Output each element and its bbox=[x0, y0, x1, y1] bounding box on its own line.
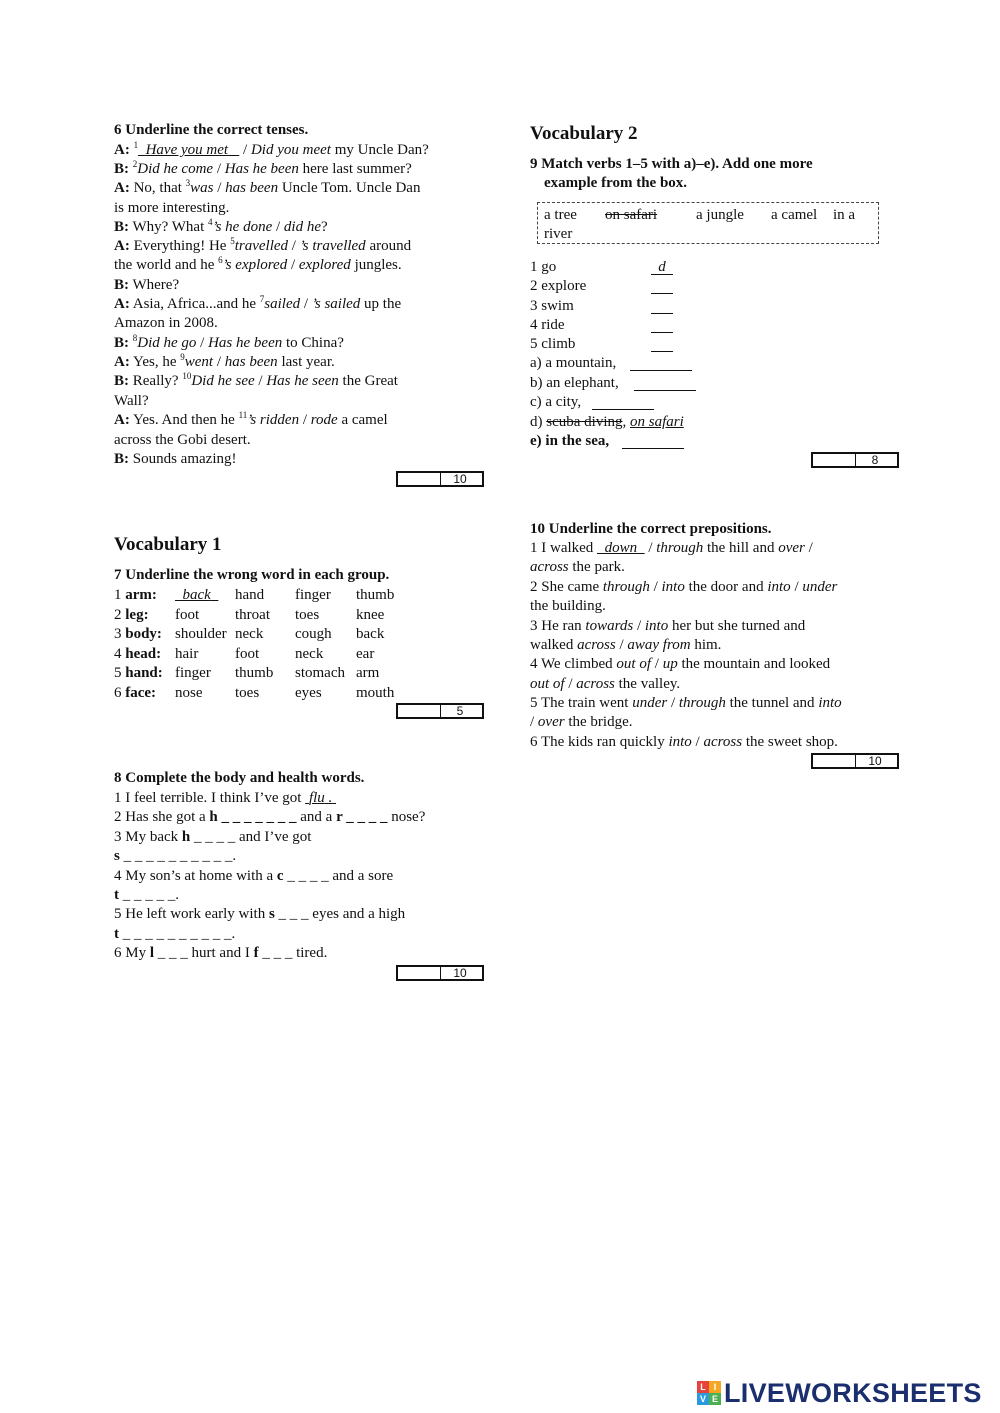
ex9-answer-blank[interactable] bbox=[651, 316, 673, 333]
ex9-option-c: c) a city, bbox=[530, 393, 581, 412]
ex7-word[interactable]: toes bbox=[235, 684, 260, 701]
ex9-box-word-4: a camel bbox=[771, 207, 818, 223]
ex7-word[interactable]: foot bbox=[175, 606, 200, 623]
ex9-box-word-1: a tree bbox=[544, 207, 577, 223]
ex7-row-label: 5 hand: bbox=[114, 665, 163, 681]
ex10-line-8: out of / across the valley. bbox=[530, 676, 681, 692]
ex7-word[interactable]: thumb bbox=[235, 665, 274, 681]
liveworksheets-logo-icon: L I V E bbox=[697, 1381, 721, 1405]
ex9-verb: 5 climb bbox=[530, 336, 576, 353]
ex7-score-box: 5 bbox=[396, 703, 484, 719]
ex7-word[interactable]: back bbox=[356, 626, 385, 642]
ex8-line-1: 1 I feel terrible. I think I’ve got flu . bbox=[114, 789, 336, 808]
ex7-row-label: 4 head: bbox=[114, 645, 162, 662]
ex10-line-11: 6 The kids ran quickly into / across the sweet shop. bbox=[530, 734, 838, 750]
ex7-row-label: 2 leg: bbox=[114, 606, 149, 623]
ex9-box-word-2: on safari bbox=[605, 207, 658, 223]
ex7-word[interactable]: finger bbox=[175, 665, 211, 681]
ex6-line-17: B: Sounds amazing! bbox=[114, 451, 237, 467]
ex9-option-e: e) in the sea, bbox=[530, 432, 609, 451]
ex8-answer-1: flu . bbox=[308, 790, 333, 806]
ex6-line-9: A: Asia, Africa...and he $^7$sailed / ’s sailed up the bbox=[114, 294, 402, 312]
ex6-line-11: B: $^8$Did he go / Has he been to China? bbox=[114, 333, 344, 351]
ex9-box-word-6: river bbox=[544, 226, 573, 242]
ex7-word[interactable]: hair bbox=[175, 645, 199, 662]
ex7-word[interactable]: finger bbox=[295, 587, 331, 603]
ex9-verb: 1 go bbox=[530, 259, 557, 275]
ex6-line-14: Wall? bbox=[114, 393, 149, 409]
vocabulary-2-title: Vocabulary 2 bbox=[530, 123, 638, 144]
ex6-line-7: the world and he $^6$’s explored / explored jungles. bbox=[114, 255, 402, 273]
ex9-option-a: a) a mountain, bbox=[530, 354, 616, 373]
ex9-box-word-3: a jungle bbox=[696, 207, 744, 223]
ex7-row-label: 6 face: bbox=[114, 684, 157, 701]
ex6-line-3: A: No, that $^3$was / has been Uncle Tom. Uncle Dan bbox=[114, 178, 421, 196]
ex6-line-16: across the Gobi desert. bbox=[114, 432, 251, 448]
ex7-word[interactable]: arm bbox=[356, 665, 380, 681]
ex9-option-b: b) an elephant, bbox=[530, 374, 619, 393]
ex9-answer-blank[interactable] bbox=[651, 297, 673, 314]
ex10-line-6: walked across / away from him. bbox=[530, 637, 722, 653]
ex8-score-box: 10 bbox=[396, 965, 484, 981]
ex8-line-8: t _ _ _ _ _ _ _ _ _ _. bbox=[114, 926, 236, 942]
ex9-heading-1: 9 Match verbs 1–5 with a)–e). Add one more bbox=[530, 156, 813, 172]
ex7-word[interactable]: stomach bbox=[295, 665, 345, 681]
ex7-word[interactable]: throat bbox=[235, 606, 270, 623]
ex6-line-4: is more interesting. bbox=[114, 200, 230, 216]
ex7-heading: 7 Underline the wrong word in each group. bbox=[114, 567, 390, 583]
ex6-line-13: B: Really? $^{10}$Did he see / Has he seen the Great bbox=[114, 371, 398, 389]
ex6-line-15: A: Yes. And then he $^{11}$’s ridden / rode a camel bbox=[114, 410, 388, 428]
ex10-line-10: / over the bridge. bbox=[530, 714, 633, 730]
ex7-word[interactable]: cough bbox=[295, 626, 332, 642]
ex9-verb: 4 ride bbox=[530, 316, 565, 333]
ex7-word[interactable]: nose bbox=[175, 684, 203, 701]
ex8-line-6: t _ _ _ _ _. bbox=[114, 887, 179, 903]
ex9-verb: 3 swim bbox=[530, 297, 574, 314]
ex6-line-8: B: Where? bbox=[114, 277, 180, 293]
ex6-line-10: Amazon in 2008. bbox=[114, 315, 218, 331]
ex9-answer-blank[interactable] bbox=[651, 335, 673, 352]
ex6-heading: 6 Underline the correct tenses. bbox=[114, 122, 309, 138]
ex7-word[interactable]: knee bbox=[356, 606, 385, 623]
ex8-line-3: 3 My back h _ _ _ _ and I’ve got bbox=[114, 829, 312, 845]
ex7-word[interactable]: toes bbox=[295, 606, 320, 623]
ex6-answer-1: Have you met bbox=[145, 142, 229, 158]
ex9-heading-2: example from the box. bbox=[544, 175, 688, 191]
ex6-line-1: A: $^1$ Have you met / Did you meet my Uncle Dan? bbox=[114, 140, 429, 158]
ex7-word[interactable]: neck bbox=[295, 645, 324, 662]
ex9-box-word-5: in a bbox=[833, 207, 856, 223]
ex9-answer-blank[interactable] bbox=[651, 277, 673, 294]
ex8-line-5: 4 My son’s at home with a c _ _ _ _ and a sore bbox=[114, 868, 394, 884]
ex6-line-6: A: Everything! He $^5$travelled / ’s travelled around bbox=[114, 236, 412, 254]
ex7-word[interactable]: ear bbox=[356, 645, 375, 662]
ex7-row-label: 1 arm: bbox=[114, 587, 157, 603]
ex7-word[interactable]: foot bbox=[235, 645, 260, 662]
liveworksheets-logo-text: LIVEWORKSHEETS bbox=[724, 1377, 982, 1408]
ex7-word[interactable]: mouth bbox=[356, 684, 395, 701]
ex7-word[interactable]: thumb bbox=[356, 587, 395, 603]
ex8-line-9: 6 My l _ _ _ hurt and I f _ _ _ tired. bbox=[114, 945, 328, 961]
ex9-score-box: 8 bbox=[811, 452, 899, 468]
ex7-word[interactable]: eyes bbox=[295, 684, 322, 701]
ex7-word[interactable]: shoulder bbox=[175, 626, 227, 642]
ex10-line-1: 1 I walked down / through the hill and over / bbox=[530, 540, 813, 556]
ex10-line-4: the building. bbox=[530, 598, 606, 614]
liveworksheets-logo[interactable] bbox=[697, 1378, 982, 1408]
ex6-score-box: 10 bbox=[396, 471, 484, 487]
ex7-word[interactable]: back bbox=[182, 587, 211, 603]
ex10-answer-1: down bbox=[604, 540, 638, 556]
ex8-line-4: s _ _ _ _ _ _ _ _ _ _. bbox=[114, 848, 237, 864]
ex10-heading: 10 Underline the correct prepositions. bbox=[530, 521, 772, 537]
ex9-verb: 2 explore bbox=[530, 278, 587, 295]
ex10-line-7: 4 We climbed out of / up the mountain and looked bbox=[530, 656, 831, 672]
ex7-word[interactable]: hand bbox=[235, 587, 265, 603]
ex10-line-9: 5 The train went under / through the tunnel and into bbox=[530, 695, 842, 711]
ex7-row-label: 3 body: bbox=[114, 626, 162, 642]
ex9-answer-blank[interactable]: d bbox=[651, 258, 673, 275]
ex6-line-2: B: $^2$Did he come / Has he been here last summer? bbox=[114, 159, 412, 177]
ex10-line-2: across the park. bbox=[530, 559, 625, 575]
ex9-option-d: d) scuba diving, on safari bbox=[530, 414, 684, 430]
ex8-heading: 8 Complete the body and health words. bbox=[114, 770, 365, 786]
ex8-line-2: 2 Has she got a h _ _ _ _ _ _ _ and a r _ _ _ _ nose? bbox=[114, 809, 426, 825]
ex10-line-3: 2 She came through / into the door and into / under bbox=[530, 579, 838, 595]
ex7-word[interactable]: neck bbox=[235, 626, 264, 642]
ex10-line-5: 3 He ran towards / into her but she turned and bbox=[530, 618, 806, 634]
vocabulary-1-title: Vocabulary 1 bbox=[114, 534, 222, 555]
ex10-score-box: 10 bbox=[811, 753, 899, 769]
ex8-line-7: 5 He left work early with s _ _ _ eyes and a high bbox=[114, 906, 406, 922]
ex6-line-12: A: Yes, he $^9$went / has been last year. bbox=[114, 352, 335, 370]
ex6-line-5: B: Why? What $^4$’s he done / did he? bbox=[114, 217, 328, 235]
